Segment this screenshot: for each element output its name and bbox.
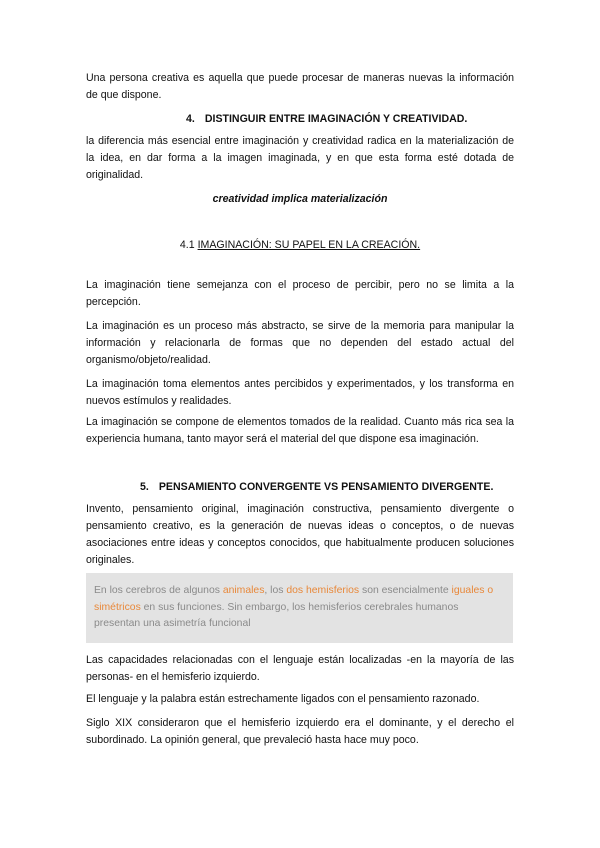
invento-paragraph: Invento, pensamiento original, imaginación constructiva, pensamiento divergente o pensamiento creativo, es la generación de nuevas ideas o conceptos, o de nuevas asociaciones entre ideas y conceptos conocidos, que habitualmente producen soluciones originales. (86, 503, 514, 566)
quote-highlight-simetricos: iguales o simétricos (94, 585, 494, 613)
imagination-paragraph-4: La imaginación se compone de elementos tomados de la realidad. Cuanto más rica sea la experiencia humana, tanto mayor será el material del que dispone esa imaginación. (86, 416, 514, 445)
section-4-title: DISTINGUIR ENTRE IMAGINACIÓN Y CREATIVIDAD. (204, 113, 468, 125)
quote-highlight-animales: animales (222, 585, 265, 596)
subsection-4-1-title: IMAGINACIÓN: SU PAPEL EN LA CREACIÓN. (197, 239, 421, 251)
quote-highlight-hemisferios: dos hemisferios (286, 585, 360, 596)
section-4-number: 4. (186, 113, 195, 125)
lenguaje-paragraph-2: El lenguaje y la palabra están estrechamente ligados con el pensamiento razonado. (86, 693, 480, 705)
section-5-number: 5. (140, 481, 149, 493)
subsection-4-1-number: 4.1 (179, 239, 195, 251)
imagination-paragraph-2: La imaginación es un proceso más abstracto, se sirve de la memoria para manipular la información y relacionarla de formas que no dependen del estado actual del organismo/objeto/realidad. (86, 320, 514, 366)
siglo-paragraph: Siglo XIX consideraron que el hemisferio izquierdo era el dominante, y el derecho el subordinado. La opinión general, que prevaleció hasta hace muy poco. (86, 717, 514, 746)
section-4-heading (186, 111, 467, 128)
difference-paragraph: la diferencia más esencial entre imaginación y creatividad radica en la materialización de la idea, en dar forma a la imagen imaginada, y en que esta forma esté dotada de originalidad. (86, 135, 514, 181)
intro-paragraph: Una persona creativa es aquella que puede procesar de maneras nuevas la información de que dispone. (86, 72, 514, 101)
quote-box (86, 573, 513, 643)
emphasis-line: creatividad implica materialización (212, 193, 388, 205)
lenguaje-paragraph-1: Las capacidades relacionadas con el lenguaje están localizadas -en la mayoría de las personas- en el hemisferio izquierdo. (86, 654, 514, 683)
section-5-title: PENSAMIENTO CONVERGENTE VS PENSAMIENTO DIVERGENTE. (158, 481, 494, 493)
quote-text: En los cerebros de algunos animales, los dos hemisferios son esencialmente iguales o simétricos en sus funciones. Sin embargo, los hemisferios cerebrales humanos presentan una asimetría funcional (94, 585, 494, 629)
imagination-paragraph-3: La imaginación toma elementos antes percibidos y experimentados, y los transforma en nuevos estímulos y realidades. (86, 378, 514, 407)
imagination-paragraph-1: La imaginación tiene semejanza con el proceso de percibir, pero no se limita a la percepción. (86, 279, 514, 308)
section-5-heading (140, 479, 493, 496)
subsection-4-1-heading (86, 237, 514, 254)
